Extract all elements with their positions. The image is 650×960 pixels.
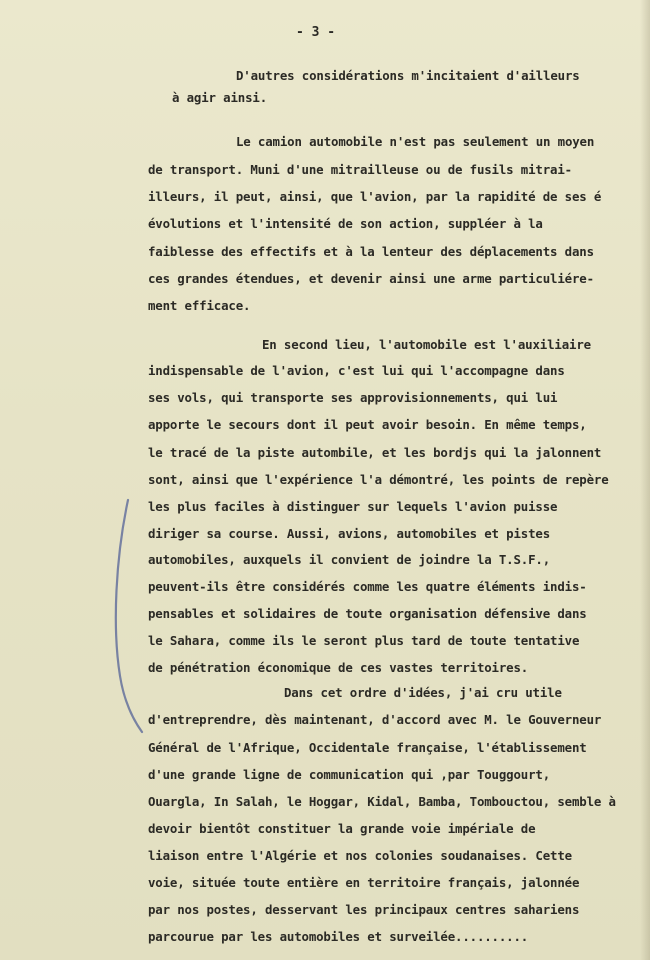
text-line: d'entreprendre, dès maintenant, d'accord avec M. le Gouverneur: [148, 712, 602, 727]
text-line: ces grandes étendues, et devenir ainsi une arme particuliére-: [148, 271, 594, 286]
page-edge-shadow: [640, 0, 650, 960]
text-line: D'autres considérations m'incitaient d'ailleurs: [236, 68, 580, 83]
text-line: Général de l'Afrique, Occidentale française, l'établissement: [148, 740, 587, 755]
text-line: ment efficace.: [148, 298, 251, 313]
text-line: peuvent-ils être considérés comme les quatre éléments indis-: [148, 579, 587, 594]
text-line: faiblesse des effectifs et à la lenteur des déplacements dans: [148, 244, 594, 259]
text-line: voie, située toute entière en territoire français, jalonnée: [148, 875, 580, 890]
text-line: pensables et solidaires de toute organisation défensive dans: [148, 606, 587, 621]
text-line: évolutions et l'intensité de son action, suppléer à la: [148, 216, 543, 231]
text-line: Ouargla, In Salah, le Hoggar, Kidal, Bamba, Tombouctou, semble à: [148, 794, 616, 809]
text-line: les plus faciles à distinguer sur lequels l'avion puisse: [148, 499, 558, 514]
text-line: indispensable de l'avion, c'est lui qui l'accompagne dans: [148, 363, 565, 378]
text-line: le Sahara, comme ils le seront plus tard de toute tentative: [148, 633, 580, 648]
text-line: Le camion automobile n'est pas seulement un moyen: [236, 134, 595, 149]
text-line: de transport. Muni d'une mitrailleuse ou de fusils mitrai-: [148, 162, 572, 177]
text-line: sont, ainsi que l'expérience l'a démontré, les points de repère: [148, 472, 609, 487]
text-line: d'une grande ligne de communication qui ,par Touggourt,: [148, 767, 551, 782]
text-line: le tracé de la piste autombile, et les bordjs qui la jalonnent: [148, 445, 602, 460]
text-line: parcourue par les automobiles et surveilée..........: [148, 929, 529, 944]
text-line: apporte le secours dont il peut avoir besoin. En même temps,: [148, 417, 587, 432]
text-line: ses vols, qui transporte ses approvisionnements, qui lui: [148, 390, 558, 405]
text-line: diriger sa course. Aussi, avions, automobiles et pistes: [148, 526, 551, 541]
text-line: illeurs, il peut, ainsi, que l'avion, par la rapidité de ses é: [148, 189, 602, 204]
page-number: - 3 -: [296, 25, 336, 40]
text-line: de pénétration économique de ces vastes territoires.: [148, 660, 529, 675]
margin-pencil-mark: [108, 496, 148, 736]
text-line: Dans cet ordre d'idées, j'ai cru utile: [284, 685, 562, 700]
text-line: devoir bientôt constituer la grande voie impériale de: [148, 821, 536, 836]
text-line: En second lieu, l'automobile est l'auxiliaire: [262, 337, 591, 352]
text-line: automobiles, auxquels il convient de joindre la T.S.F.,: [148, 552, 551, 567]
text-line: par nos postes, desservant les principaux centres sahariens: [148, 902, 580, 917]
text-line: liaison entre l'Algérie et nos colonies soudanaises. Cette: [148, 848, 572, 863]
text-line: à agir ainsi.: [172, 90, 268, 105]
